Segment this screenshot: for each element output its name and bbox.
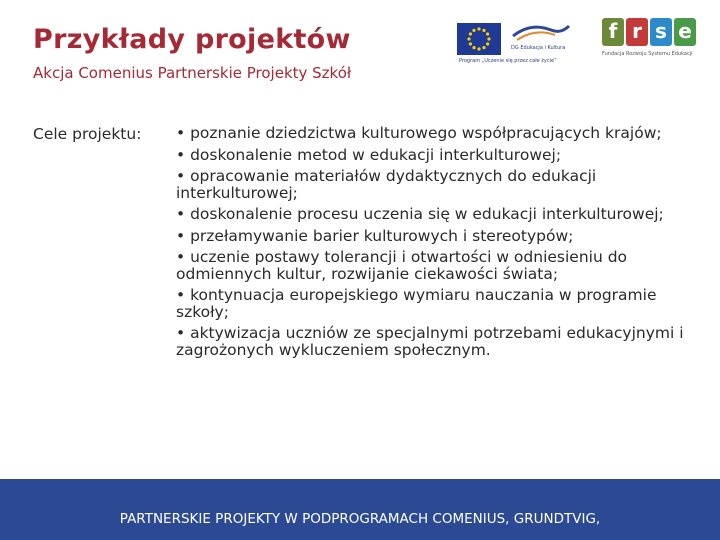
goals-label: Cele projektu: <box>33 125 142 143</box>
goal-item: • przełamywanie barier kulturowych i stereotypów; <box>176 226 574 245</box>
llp-program-text: Program „Uczenie się przez całe życie” <box>459 58 557 64</box>
goal-item: • kontynuacja europejskiego wymiaru nauczania w programie szkoły; <box>176 286 657 321</box>
frse-caption: Fundacja Rozwoju Systemu Edukacji <box>602 51 693 57</box>
goal-item: • doskonalenie procesu uczenia się w edukacji interkulturowej; <box>176 205 664 223</box>
goal-item: • poznanie dziedzictwa kulturowego współpracujących krajów; <box>176 124 662 142</box>
goals-list <box>176 125 696 363</box>
frse-letter-f: f <box>602 18 624 46</box>
goal-item: • uczenie postawy tolerancji i otwartości w odniesieniu do odmiennych kultur, rozwijanie ciekawości świata; <box>176 248 628 283</box>
goal-item: • aktywizacja uczniów ze specjalnymi potrzebami edukacyjnymi i zagrożonych wykluczeniem społecznym. <box>176 324 684 359</box>
frse-letter-s: s <box>650 18 672 46</box>
slide-title: Przykłady projektów <box>33 24 351 55</box>
footer-text: PARTNERSKIE PROJEKTY W PODPROGRAMACH COMENIUS, GRUNDTVIG, <box>119 511 601 527</box>
slide-subtitle: Akcja Comenius Partnerskie Projekty Szkół <box>33 64 352 82</box>
frse-letter-e: e <box>674 18 696 46</box>
eu-flag-icon <box>457 23 501 55</box>
dg-education-text: DG Edukacja i Kultura <box>511 45 566 51</box>
frse-letters <box>602 18 696 46</box>
goal-item: • opracowanie materiałów dydaktycznych do edukacji interkulturowej; <box>176 167 597 202</box>
llp-swoosh-icon <box>511 22 571 42</box>
goal-item: • doskonalenie metod w edukacji interkulturowej; <box>176 145 562 164</box>
frse-logo <box>602 18 702 68</box>
eu-llp-logo <box>457 20 575 70</box>
footer-bar <box>0 479 720 540</box>
frse-letter-r: r <box>626 18 648 46</box>
